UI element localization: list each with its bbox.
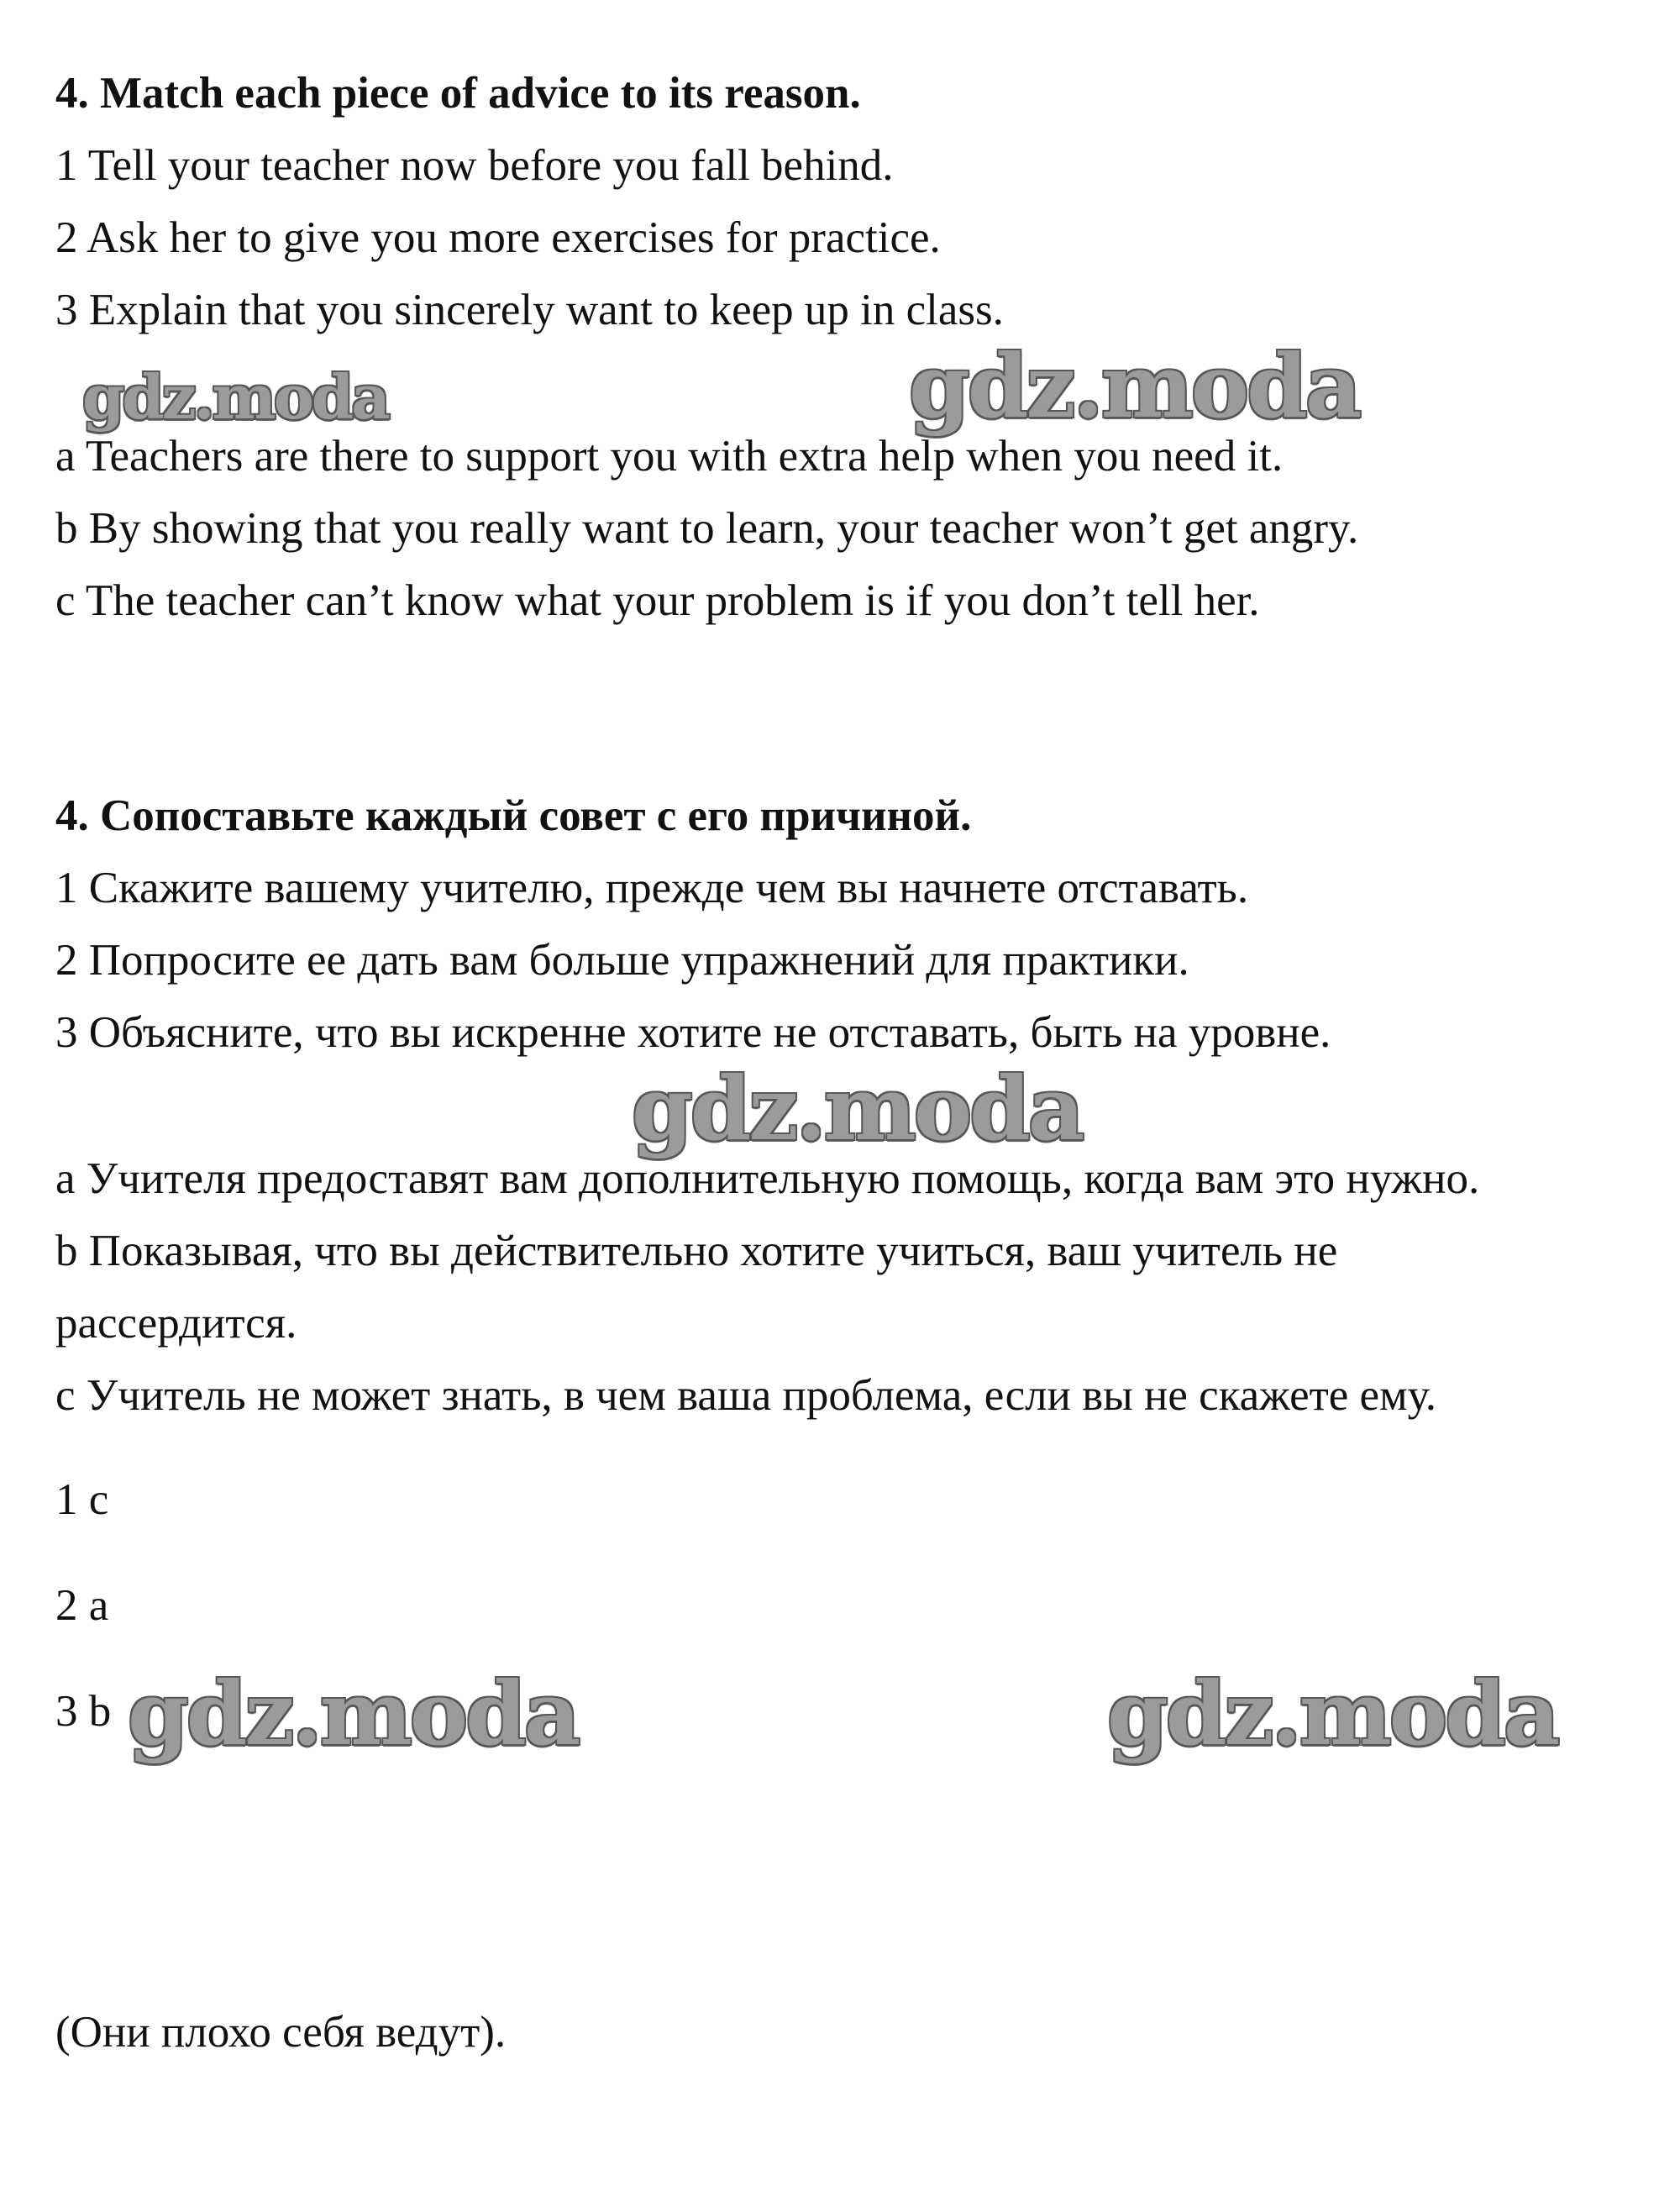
answer-item-3: 3 b <box>55 1687 112 1736</box>
reason-item-en-c: c The teacher can’t know what your problem is if you don’t tell her. <box>55 576 1260 625</box>
watermark: gdz.moda <box>128 1662 579 1765</box>
answer-item-1: 1 c <box>55 1475 109 1524</box>
advice-item-en-1: 1 Tell your teacher now before you fall behind. <box>55 141 894 190</box>
exercise-heading-en: 4. Match each piece of advice to its reason. <box>55 69 861 118</box>
exercise-heading-ru: 4. Сопоставьте каждый совет с его причиной. <box>55 791 972 840</box>
reason-item-en-b: b By showing that you really want to learn, your teacher won’t get angry. <box>55 504 1359 553</box>
watermark: gdz.moda <box>909 334 1360 438</box>
watermark: gdz.moda <box>1107 1662 1558 1765</box>
advice-item-ru-1: 1 Скажите вашему учителю, прежде чем вы начнете отставать. <box>55 864 1249 912</box>
advice-item-ru-2: 2 Попросите ее дать вам больше упражнений для практики. <box>55 936 1189 985</box>
reason-item-ru-b-cont: рассердится. <box>55 1299 297 1348</box>
advice-item-en-2: 2 Ask her to give you more exercises for practice. <box>55 213 941 262</box>
reason-item-ru-b: b Показывая, что вы действительно хотите учиться, ваш учитель не <box>55 1227 1338 1275</box>
watermark: gdz.moda <box>82 361 388 433</box>
reason-item-en-a: a Teachers are there to support you with extra help when you need it. <box>55 432 1284 481</box>
answer-item-2: 2 a <box>55 1581 109 1630</box>
advice-item-ru-3: 3 Объясните, что вы искренне хотите не отставать, быть на уровне. <box>55 1008 1331 1057</box>
footer-note: (Они плохо себя ведут). <box>55 2008 507 2057</box>
advice-item-en-3: 3 Explain that you sincerely want to keep up in class. <box>55 286 1004 334</box>
watermark: gdz.moda <box>632 1057 1083 1160</box>
reason-item-ru-c: c Учитель не может знать, в чем ваша проблема, если вы не скажете ему. <box>55 1371 1437 1420</box>
reason-item-ru-a: a Учителя предоставят вам дополнительную помощь, когда вам это нужно. <box>55 1154 1480 1203</box>
